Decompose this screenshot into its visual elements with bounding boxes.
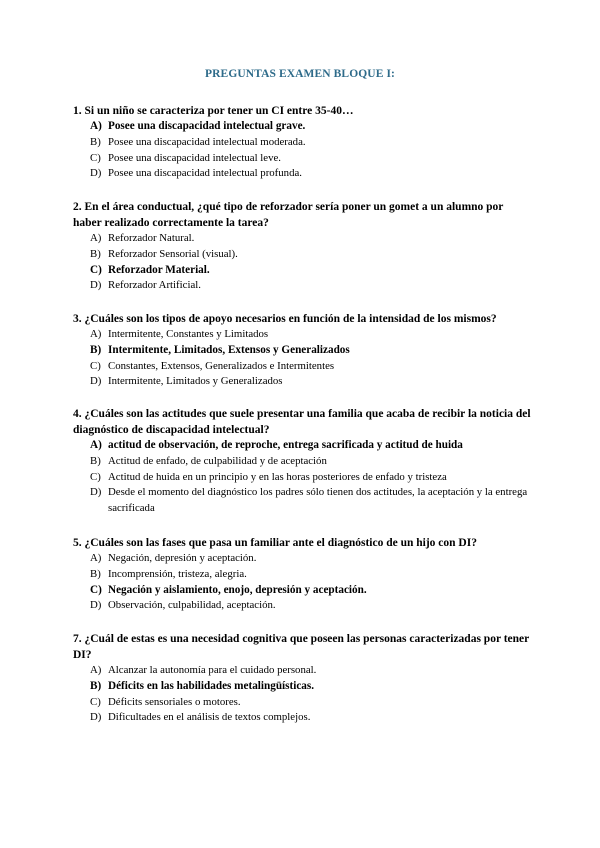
question-text: 3. ¿Cuáles son los tipos de apoyo necesarios en función de la intensidad de los mismos? [73,313,497,325]
option-d: D) Observación, culpabilidad, aceptación. [90,599,276,612]
option-c: C) Actitud de huida en un principio y en las horas posteriores de enfado y tristeza [90,470,447,483]
option-a: A) Alcanzar la autonomía para el cuidado personal. [90,664,317,676]
option-b-correct: B) Déficits en las habilidades metalingüísticas. [90,679,315,692]
option-d: D) Posee una discapacidad intelectual profunda. [90,167,302,180]
option-a: A) Reforzador Natural. [90,232,195,244]
option-b: B) Incomprensión, tristeza, alegria. [90,567,247,580]
option-d: D) Dificultades en el análisis de textos complejos. [90,711,311,724]
option-b-correct: B) Intermitente, Limitados, Extensos y Generalizados [90,343,350,356]
question-4 [73,406,533,517]
options-list [73,327,533,390]
question-text: 5. ¿Cuáles son las fases que pasa un familiar ante el diagnóstico de un hijo con DI? [73,537,477,549]
options-list [73,663,533,726]
option-c-correct: C) Negación y aislamiento, enojo, depresión y aceptación. [90,583,367,596]
question-5 [73,535,533,614]
option-c: C) Constantes, Extensos, Generalizados e Intermitentes [90,359,335,372]
option-b: B) Posee una discapacidad intelectual moderada. [90,135,306,148]
question-text: 1. Si un niño se caracteriza por tener un CI entre 35-40… [73,105,354,117]
option-b: B) Actitud de enfado, de culpabilidad y de aceptación [90,454,327,467]
question-3 [73,311,533,390]
option-d: D) Intermitente, Limitados y Generalizados [90,375,283,388]
question-1 [73,103,533,182]
option-a-correct: A) actitud de observación, de reproche, entrega sacrificada y actitud de huida [90,439,463,451]
question-text: 7. ¿Cuál de estas es una necesidad cognitiva que poseen las personas caracterizadas por tener DI? [73,633,530,661]
options-list [73,551,533,614]
question-text: 4. ¿Cuáles son las actitudes que suele presentar una familia que acaba de recibir la noticia del diagnóstico de discapacidad intelectual? [73,408,531,436]
option-d: D) Reforzador Artificial. [90,279,201,292]
option-c: C) Posee una discapacidad intelectual leve. [90,151,281,164]
options-list [73,438,533,517]
option-b: B) Reforzador Sensorial (visual). [90,247,238,260]
question-7 [73,631,533,726]
options-list [73,119,533,182]
option-a: A) Negación, depresión y aceptación. [90,552,257,564]
options-list [73,231,533,294]
option-a-correct: A) Posee una discapacidad intelectual grave. [90,120,306,132]
question-text: 2. En el área conductual, ¿qué tipo de reforzador sería poner un gomet a un alumno por haber realizado correctamente la tarea? [73,201,504,229]
question-2 [73,199,533,294]
option-d: D) Desde el momento del diagnóstico los padres sólo tienen dos actitudes, la aceptación y la entrega sacrificada [90,486,528,515]
page-title: PREGUNTAS EXAMEN BLOQUE I: [205,68,395,80]
option-a: A) Intermitente, Constantes y Limitados [90,328,269,340]
option-c-correct: C) Reforzador Material. [90,263,210,276]
option-c: C) Déficits sensoriales o motores. [90,695,241,708]
